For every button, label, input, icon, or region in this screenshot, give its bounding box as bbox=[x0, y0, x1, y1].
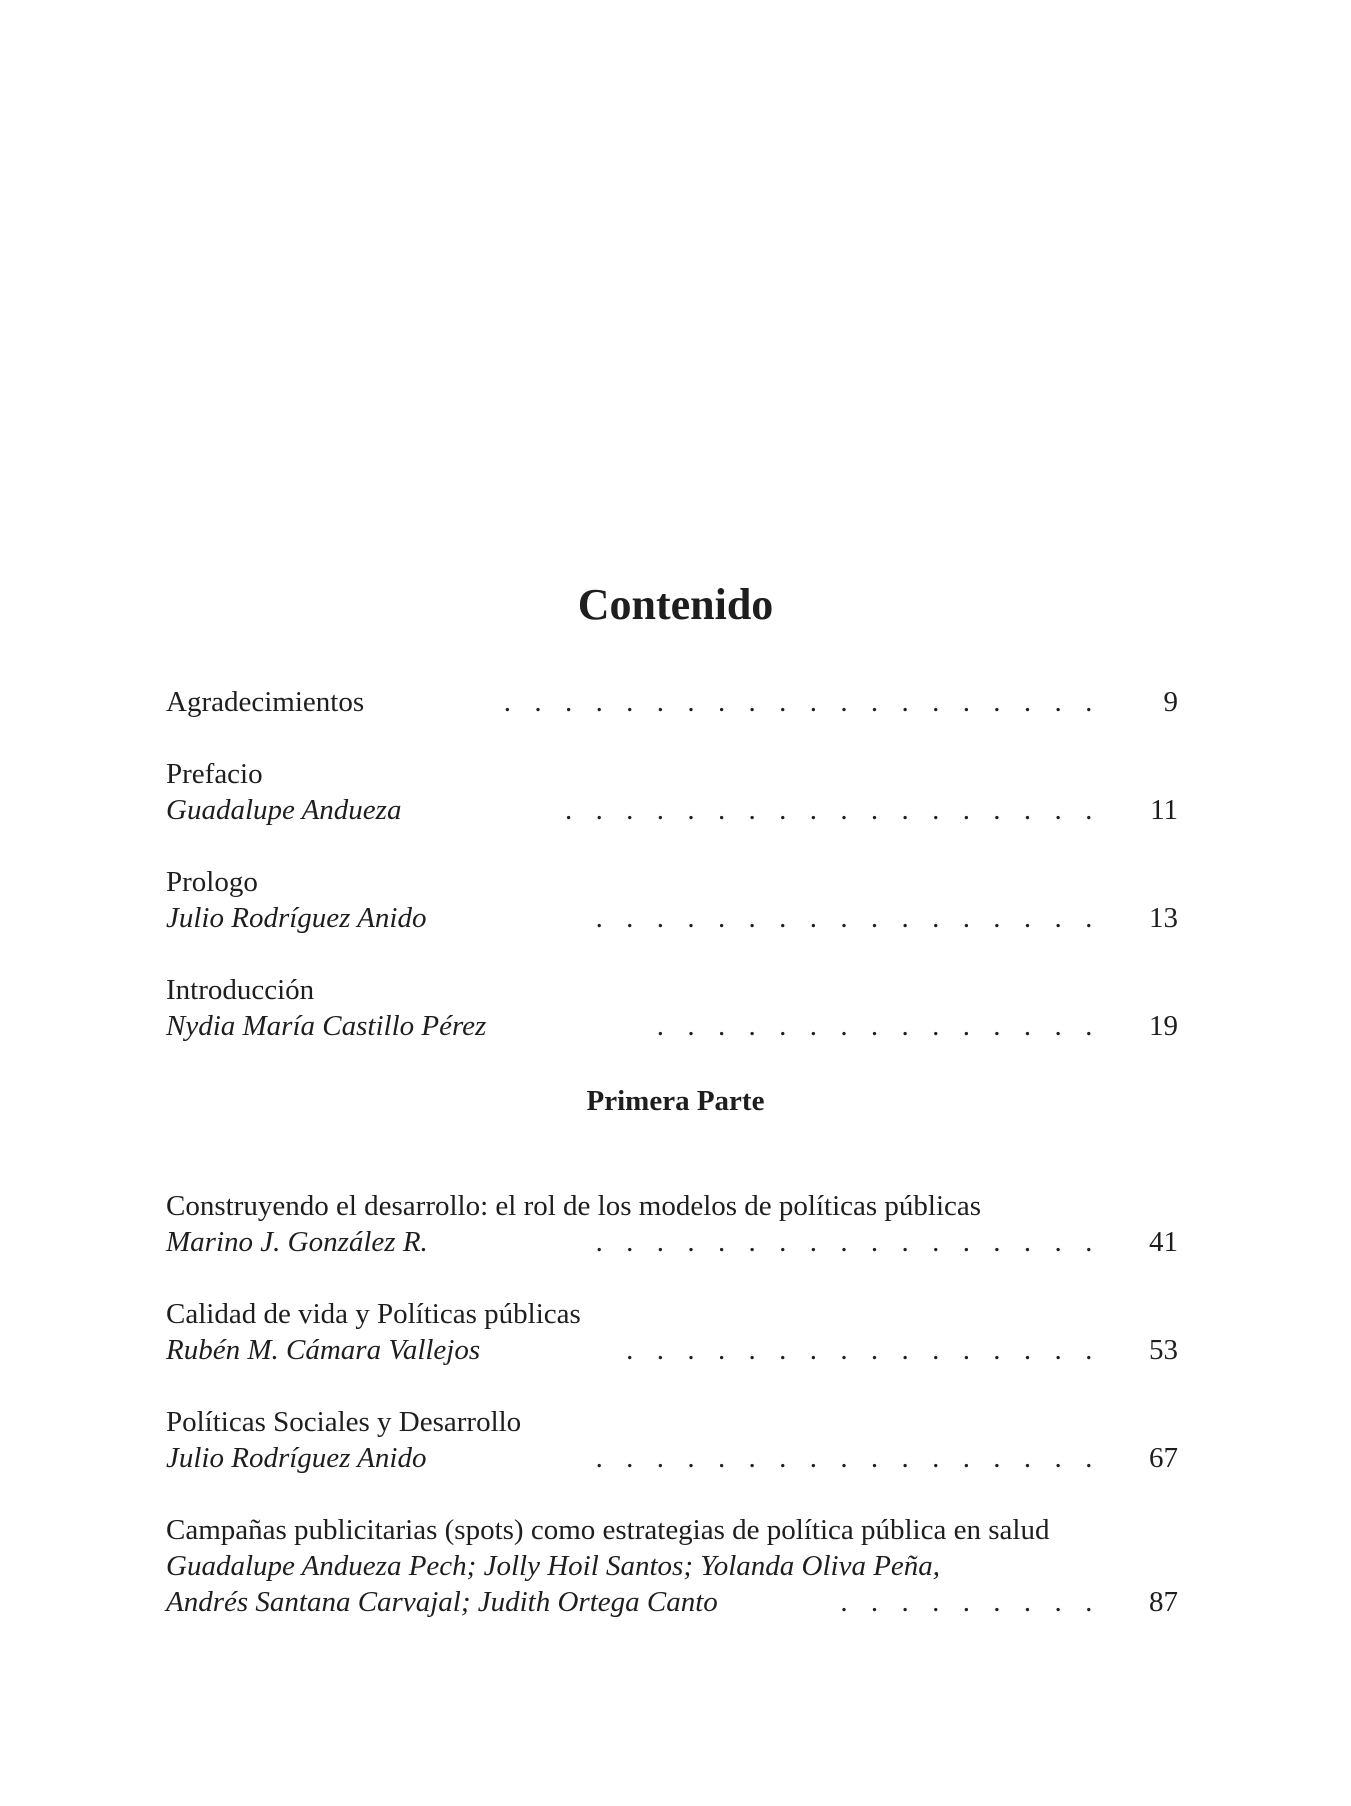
toc-entry-title: Agradecimientos bbox=[166, 686, 365, 718]
dot-leader: . . . . . . . . . . . . . . . . bbox=[626, 1334, 1093, 1366]
toc-entry-politicas-author bbox=[166, 1440, 1178, 1476]
toc-entry-prologo-title bbox=[166, 864, 1178, 900]
toc-entry-author: Nydia María Castillo Pérez bbox=[166, 1010, 487, 1042]
toc-entry-title: Prefacio bbox=[166, 758, 263, 790]
dot-leader: . . . . . . . . . . . . . . . . . . . . bbox=[503, 686, 1093, 718]
toc-entry-campanas-title bbox=[166, 1512, 1178, 1548]
toc-entry-calidad-title bbox=[166, 1296, 1178, 1332]
dot-leader: . . . . . . . . . . . . . . . . . bbox=[595, 1442, 1093, 1474]
toc-page-number: 67 bbox=[1149, 1442, 1178, 1474]
dot-leader: . . . . . . . . . . . . . . . . . bbox=[595, 902, 1093, 934]
toc-entry-author: Guadalupe Andueza Pech; Jolly Hoil Santos; Yolanda Oliva Peña, bbox=[166, 1550, 941, 1582]
toc-entry-author: Andrés Santana Carvajal; Judith Ortega Canto bbox=[166, 1586, 718, 1618]
toc-entry-politicas-title bbox=[166, 1404, 1178, 1440]
toc-entry-author: Julio Rodríguez Anido bbox=[166, 902, 427, 934]
toc-entry-author: Marino J. González R. bbox=[166, 1226, 428, 1258]
toc-entry-agradecimientos bbox=[166, 684, 1178, 720]
toc-entry-prologo-author bbox=[166, 900, 1178, 936]
toc-entry-construyendo-title bbox=[166, 1188, 1178, 1224]
toc-entry-author: Rubén M. Cámara Vallejos bbox=[166, 1334, 481, 1366]
toc-entry-author: Julio Rodríguez Anido bbox=[166, 1442, 427, 1474]
toc-entry-introduccion-title bbox=[166, 972, 1178, 1008]
dot-leader: . . . . . . . . . . . . . . . bbox=[656, 1010, 1093, 1042]
toc-entry-title: Introducción bbox=[166, 974, 315, 1006]
section-heading: Primera Parte bbox=[586, 1085, 765, 1117]
toc-entry-author: Guadalupe Andueza bbox=[166, 794, 402, 826]
toc-entry-title: Prologo bbox=[166, 866, 258, 898]
toc-entry-title: Calidad de vida y Políticas públicas bbox=[166, 1298, 581, 1330]
toc-entry-campanas-author-line2 bbox=[166, 1584, 1178, 1620]
toc-page-number: 11 bbox=[1150, 794, 1178, 826]
toc-entry-title: Políticas Sociales y Desarrollo bbox=[166, 1406, 522, 1438]
toc-entry-construyendo-author bbox=[166, 1224, 1178, 1260]
toc-entry-introduccion-author bbox=[166, 1008, 1178, 1044]
toc-page-number: 19 bbox=[1149, 1010, 1178, 1042]
toc-page-number: 53 bbox=[1149, 1334, 1178, 1366]
dot-leader: . . . . . . . . . . . . . . . . . . bbox=[564, 794, 1093, 826]
toc-entry-title: Campañas publicitarias (spots) como estrategias de política pública en salud bbox=[166, 1514, 1050, 1546]
toc-entry-campanas-author-line1 bbox=[166, 1548, 1178, 1584]
toc-entry-prefacio-title bbox=[166, 756, 1178, 792]
dot-leader: . . . . . . . . . . . . . . . . . bbox=[595, 1226, 1093, 1258]
toc-page-number: 9 bbox=[1163, 686, 1178, 718]
dot-leader: . . . . . . . . . bbox=[840, 1586, 1093, 1618]
toc-entry-title: Construyendo el desarrollo: el rol de los modelos de políticas públicas bbox=[166, 1190, 982, 1222]
toc-entry-calidad-author bbox=[166, 1332, 1178, 1368]
page-title: Contenido bbox=[577, 580, 774, 630]
toc-page-number: 87 bbox=[1149, 1586, 1178, 1618]
toc-page-number: 41 bbox=[1149, 1226, 1178, 1258]
toc-page-number: 13 bbox=[1149, 902, 1178, 934]
toc-entry-prefacio-author bbox=[166, 792, 1178, 828]
